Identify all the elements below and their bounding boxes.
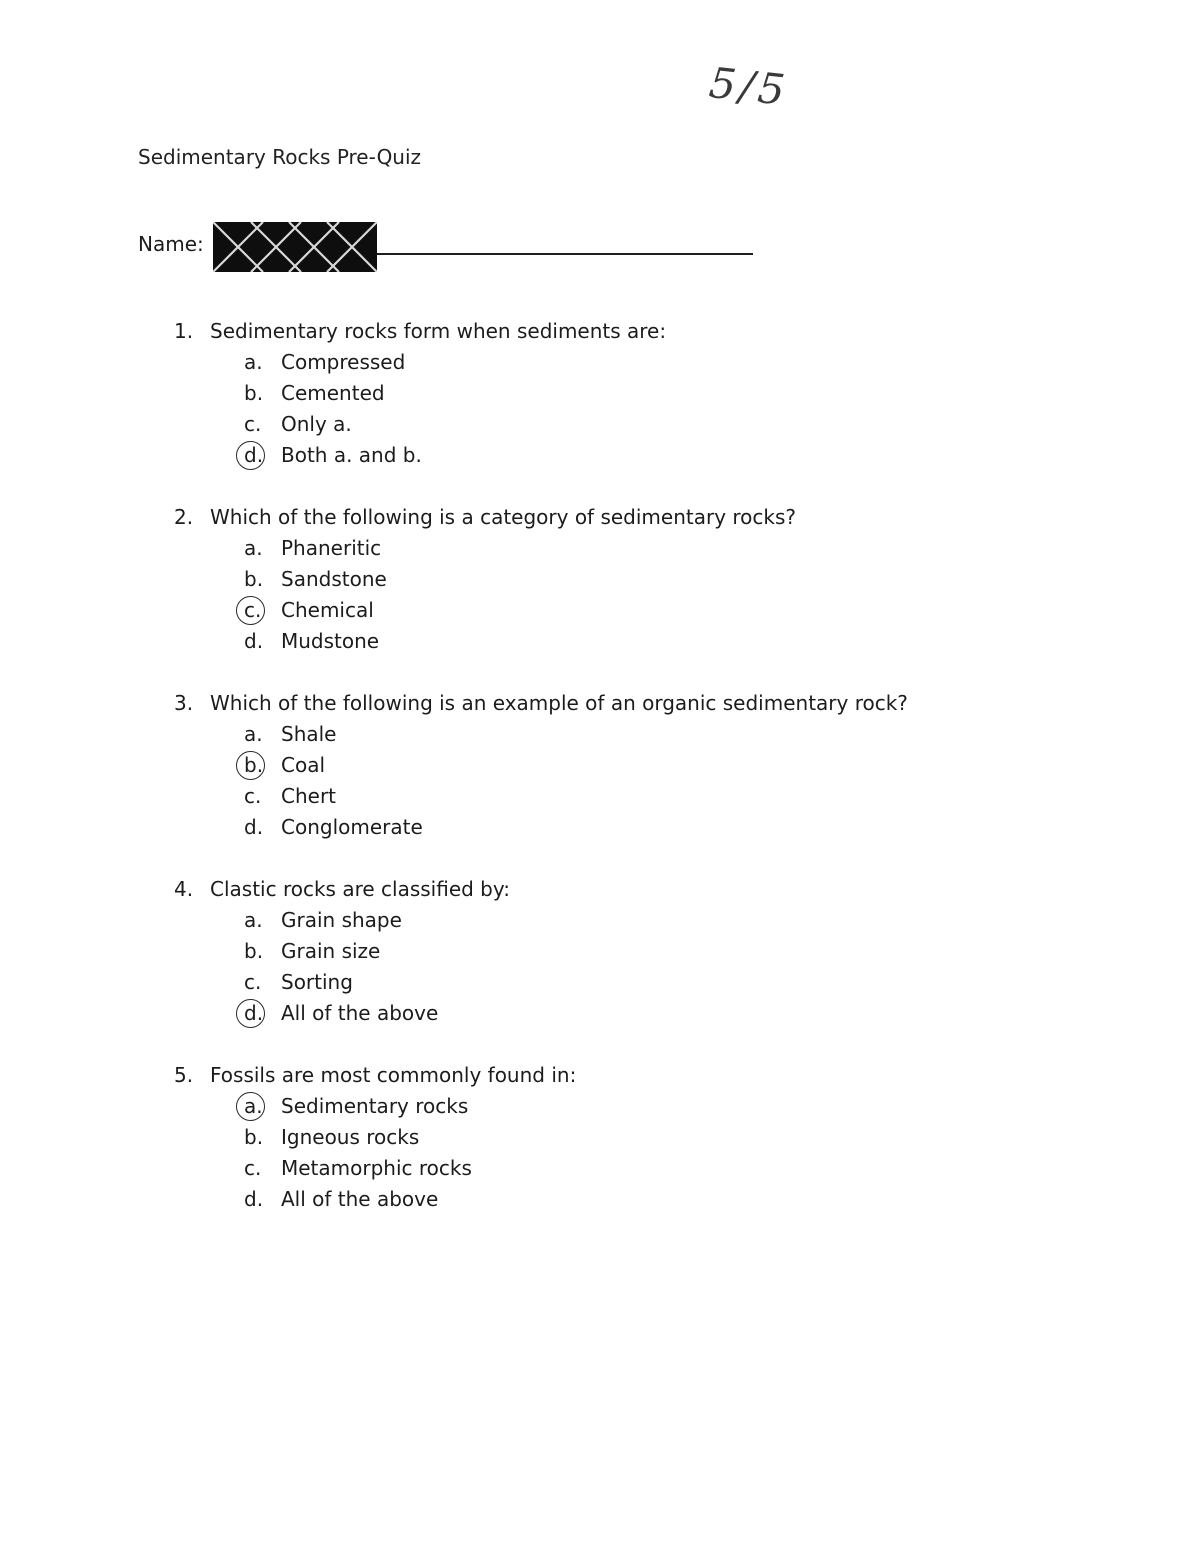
handwritten-score: 5/5 bbox=[706, 58, 792, 116]
option-text: Both a. and b. bbox=[281, 443, 422, 467]
answer-option bbox=[174, 1122, 1074, 1153]
option-letter: a. bbox=[244, 1091, 274, 1122]
option-text: Phaneritic bbox=[281, 536, 382, 560]
option-text: Shale bbox=[281, 722, 337, 746]
option-letter: b. bbox=[244, 381, 264, 405]
option-text: Only a. bbox=[281, 412, 352, 436]
name-label: Name: bbox=[138, 232, 204, 256]
answer-option bbox=[174, 626, 1074, 657]
option-text: Grain size bbox=[281, 939, 381, 963]
option-letter: b. bbox=[244, 750, 274, 781]
answer-option bbox=[174, 967, 1074, 998]
name-underline bbox=[377, 253, 753, 255]
question-number: 2. bbox=[174, 505, 194, 529]
question-text: Which of the following is a category of sedimentary rocks? bbox=[210, 505, 797, 529]
page-title: Sedimentary Rocks Pre-Quiz bbox=[138, 145, 422, 169]
option-letter: a. bbox=[244, 536, 263, 560]
question-stem bbox=[174, 874, 1074, 905]
answer-option bbox=[174, 719, 1074, 750]
option-letter: b. bbox=[244, 1125, 264, 1149]
option-letter: c. bbox=[244, 784, 262, 808]
question-5 bbox=[174, 1060, 1074, 1215]
question-stem bbox=[174, 688, 1074, 719]
answer-option-selected bbox=[174, 595, 1074, 626]
redacted-name-block bbox=[213, 222, 377, 272]
answer-option bbox=[174, 1184, 1074, 1215]
question-stem bbox=[174, 316, 1074, 347]
question-stem bbox=[174, 1060, 1074, 1091]
option-letter: c. bbox=[244, 595, 274, 626]
option-text: All of the above bbox=[281, 1001, 439, 1025]
question-text: Fossils are most commonly found in: bbox=[210, 1063, 577, 1087]
answer-option bbox=[174, 812, 1074, 843]
option-letter: d. bbox=[244, 815, 264, 839]
question-number: 4. bbox=[174, 877, 194, 901]
answer-option bbox=[174, 564, 1074, 595]
option-text: Igneous rocks bbox=[281, 1125, 420, 1149]
option-letter: c. bbox=[244, 1156, 262, 1180]
option-text: Chemical bbox=[281, 598, 374, 622]
option-letter: d. bbox=[244, 440, 274, 471]
answer-option bbox=[174, 378, 1074, 409]
question-4 bbox=[174, 874, 1074, 1029]
answer-option bbox=[174, 781, 1074, 812]
option-text: Sandstone bbox=[281, 567, 387, 591]
answer-option bbox=[174, 409, 1074, 440]
option-text: Grain shape bbox=[281, 908, 402, 932]
option-text: Compressed bbox=[281, 350, 406, 374]
question-number: 1. bbox=[174, 319, 194, 343]
option-letter: a. bbox=[244, 350, 263, 374]
answer-option bbox=[174, 1153, 1074, 1184]
option-letter: a. bbox=[244, 722, 263, 746]
answer-option-selected bbox=[174, 750, 1074, 781]
option-text: Metamorphic rocks bbox=[281, 1156, 472, 1180]
question-text: Which of the following is an example of an organic sedimentary rock? bbox=[210, 691, 908, 715]
answer-option-selected bbox=[174, 440, 1074, 471]
question-2 bbox=[174, 502, 1074, 657]
option-text: Mudstone bbox=[281, 629, 380, 653]
option-letter: d. bbox=[244, 998, 274, 1029]
option-text: Conglomerate bbox=[281, 815, 423, 839]
answer-option bbox=[174, 905, 1074, 936]
option-text: Sedimentary rocks bbox=[281, 1094, 469, 1118]
option-letter: a. bbox=[244, 908, 263, 932]
option-letter: b. bbox=[244, 567, 264, 591]
option-text: Sorting bbox=[281, 970, 353, 994]
question-3 bbox=[174, 688, 1074, 843]
question-1 bbox=[174, 316, 1074, 471]
option-text: Coal bbox=[281, 753, 326, 777]
answer-option-selected bbox=[174, 1091, 1074, 1122]
option-letter: d. bbox=[244, 629, 264, 653]
question-number: 3. bbox=[174, 691, 194, 715]
answer-option-selected bbox=[174, 998, 1074, 1029]
question-text: Clastic rocks are classified by: bbox=[210, 877, 510, 901]
answer-option bbox=[174, 936, 1074, 967]
option-text: All of the above bbox=[281, 1187, 439, 1211]
option-text: Chert bbox=[281, 784, 337, 808]
question-number: 5. bbox=[174, 1063, 194, 1087]
answer-option bbox=[174, 533, 1074, 564]
question-text: Sedimentary rocks form when sediments are: bbox=[210, 319, 667, 343]
name-row bbox=[138, 222, 758, 274]
question-stem bbox=[174, 502, 1074, 533]
redaction-crosshatch-pattern bbox=[213, 222, 377, 272]
answer-option bbox=[174, 347, 1074, 378]
option-letter: c. bbox=[244, 412, 262, 436]
option-letter: c. bbox=[244, 970, 262, 994]
option-letter: b. bbox=[244, 939, 264, 963]
option-text: Cemented bbox=[281, 381, 385, 405]
option-letter: d. bbox=[244, 1187, 264, 1211]
